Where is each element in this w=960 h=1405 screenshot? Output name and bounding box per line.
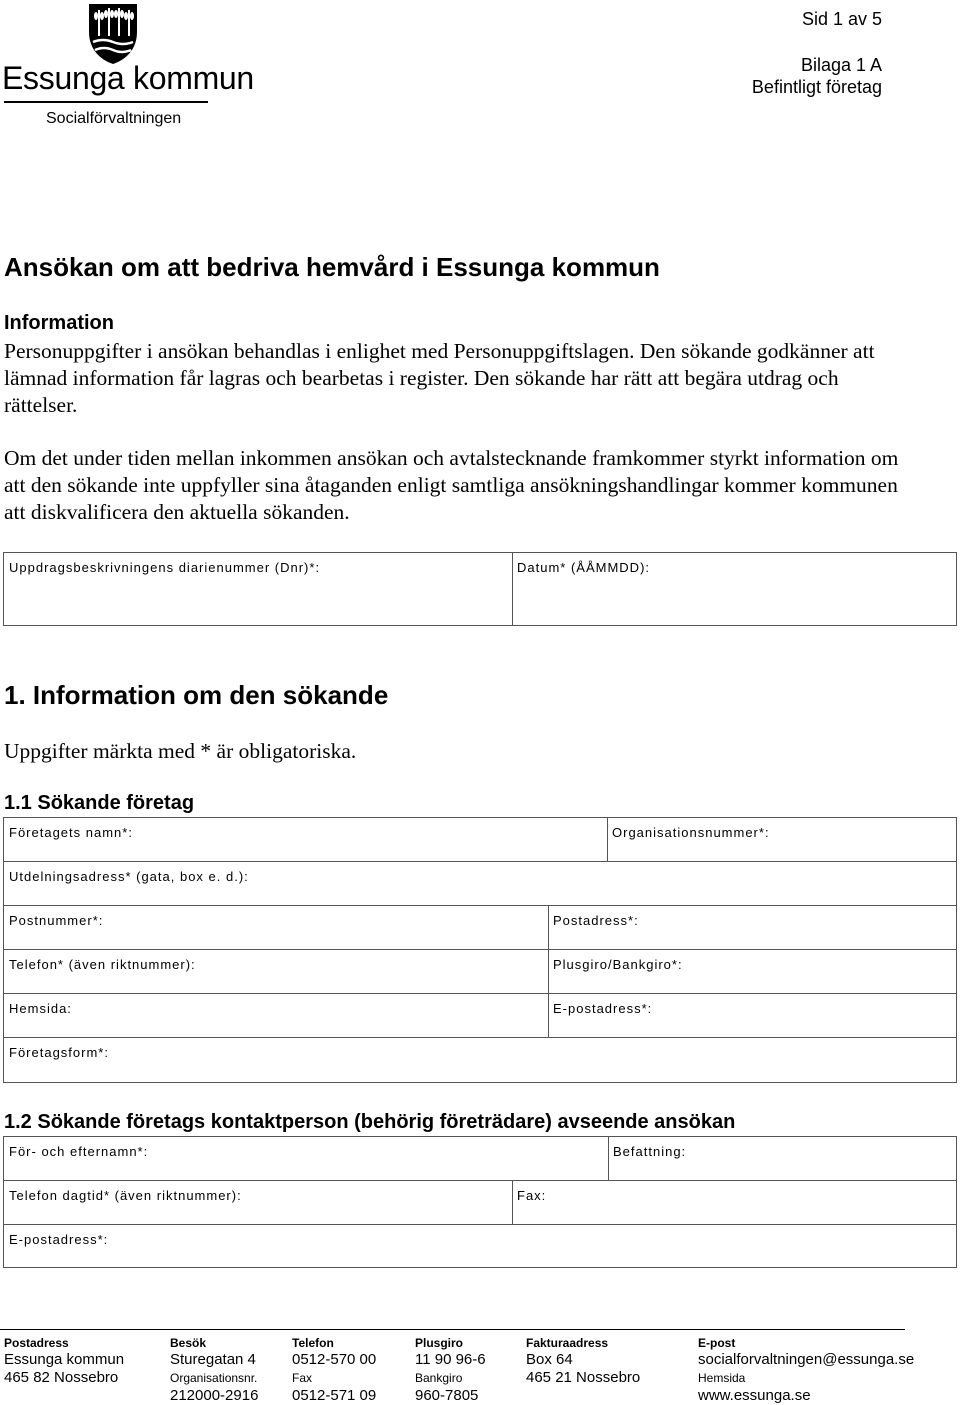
footer-hemsida-label: Hemsida xyxy=(698,1371,746,1385)
footer-bankgiro-value: 960-7805 xyxy=(415,1387,479,1404)
municipality-logo xyxy=(0,0,254,135)
footer-faktura-line1: Box 64 xyxy=(526,1351,573,1368)
website-field[interactable] xyxy=(4,994,548,1037)
footer-plusgiro-value: 11 90 96-6 xyxy=(415,1351,486,1368)
footer-plusgiro xyxy=(415,1335,486,1405)
address-label: Utdelningsadress* (gata, box e. d.): xyxy=(9,869,249,884)
logo-divider xyxy=(4,101,208,103)
company-table xyxy=(3,817,957,1083)
contact-position-label: Befattning: xyxy=(613,1144,687,1159)
date-field[interactable] xyxy=(512,553,956,625)
footer-email-link[interactable]: socialforvaltningen@essunga.se xyxy=(698,1351,915,1368)
phone-label: Telefon* (även riktnummer): xyxy=(9,957,196,972)
company-form-label: Företagsform*: xyxy=(9,1045,109,1060)
address-field[interactable] xyxy=(4,862,956,905)
footer-besok-label: Besök xyxy=(170,1336,207,1350)
dnr-label: Uppdragsbeskrivningens diarienummer (Dnr)*: xyxy=(9,560,321,575)
footer-postadress-line2: 465 82 Nossebro xyxy=(4,1369,119,1386)
footer-besok xyxy=(170,1335,258,1405)
disqualification-text: Om det under tiden mellan inkommen ansökan och avtalstecknande framkommer styrkt information om att den sökande inte uppfyller sina åtaganden enligt samtliga ansökningshandlingar kommer kommunen att diskvalificera den aktuella sökanden. xyxy=(4,446,899,524)
contact-phone-label: Telefon dagtid* (även riktnummer): xyxy=(9,1188,242,1203)
footer-epost xyxy=(698,1335,914,1405)
contact-fax-label: Fax: xyxy=(517,1188,547,1203)
footer-website-link[interactable]: www.essunga.se xyxy=(698,1387,811,1404)
company-name-field[interactable] xyxy=(4,818,607,861)
footer-telefon-value: 0512-570 00 xyxy=(292,1351,377,1368)
contact-phone-field[interactable] xyxy=(4,1181,512,1224)
postcode-field[interactable] xyxy=(4,906,548,949)
footer-faktura xyxy=(526,1335,640,1387)
footer-fax-value: 0512-571 09 xyxy=(292,1387,377,1404)
footer-epost-label: E-post xyxy=(698,1336,736,1350)
contact-table xyxy=(3,1136,957,1268)
phone-field[interactable] xyxy=(4,950,548,993)
contact-position-field[interactable] xyxy=(608,1137,956,1180)
giro-label: Plusgiro/Bankgiro*: xyxy=(553,957,683,972)
contact-fax-field[interactable] xyxy=(512,1181,956,1224)
footer-plusgiro-label: Plusgiro xyxy=(415,1336,464,1350)
obligatory-note: Uppgifter märkta med * är obligatoriska. xyxy=(4,739,357,763)
page-title: Ansökan om att bedriva hemvård i Essunga kommun xyxy=(4,252,660,282)
dnr-field[interactable] xyxy=(4,553,512,625)
contact-name-field[interactable] xyxy=(4,1137,608,1180)
email-label: E-postadress*: xyxy=(553,1001,653,1016)
attachment-label xyxy=(752,54,882,98)
footer-telefon xyxy=(292,1335,376,1405)
org-number-label: Organisationsnummer*: xyxy=(612,825,770,840)
contact-email-field[interactable] xyxy=(4,1225,956,1267)
dnr-date-table xyxy=(3,552,957,626)
footer-postadress-line1: Essunga kommun xyxy=(4,1351,125,1368)
footer-orgnr-value: 212000-2916 xyxy=(170,1387,259,1404)
email-field[interactable] xyxy=(548,994,956,1037)
footer-divider xyxy=(0,1329,905,1330)
page-indicator: Sid 1 av 5 xyxy=(801,9,882,29)
footer-orgnr-label: Organisationsnr. xyxy=(170,1371,258,1385)
date-label: Datum* (ÅÅMMDD): xyxy=(517,560,651,575)
company-name-label: Företagets namn*: xyxy=(9,825,133,840)
org-number-field[interactable] xyxy=(607,818,956,861)
footer-besok-line1: Sturegatan 4 xyxy=(170,1351,256,1368)
footer-telefon-label: Telefon xyxy=(292,1336,334,1350)
section-1-heading: 1. Information om den sökande xyxy=(4,680,389,710)
contact-name-label: För- och efternamn*: xyxy=(9,1144,149,1159)
contact-email-label: E-postadress*: xyxy=(9,1232,109,1247)
information-text: Personuppgifter i ansökan behandlas i enlighet med Personuppgiftslagen. Den sökande godkänner att lämnad information får lagras och bearbetas i register. Den sökande har rätt att begära utdrag och rättelser. xyxy=(4,339,875,417)
giro-field[interactable] xyxy=(548,950,956,993)
company-form-field[interactable] xyxy=(4,1038,956,1082)
website-label: Hemsida: xyxy=(9,1001,72,1016)
section-1-1-heading: 1.1 Sökande företag xyxy=(4,792,195,814)
information-heading: Information xyxy=(4,312,114,334)
municipality-name: Essunga kommun xyxy=(2,60,254,96)
postal-town-label: Postadress*: xyxy=(553,913,639,928)
attachment-subtitle: Befintligt företag xyxy=(751,77,882,97)
footer-fax-label: Fax xyxy=(292,1371,313,1385)
section-1-2-heading: 1.2 Sökande företags kontaktperson (behörig företrädare) avseende ansökan xyxy=(4,1111,736,1133)
postal-town-field[interactable] xyxy=(548,906,956,949)
footer-faktura-line2: 465 21 Nossebro xyxy=(526,1369,641,1386)
department-name: Socialförvaltningen xyxy=(46,110,182,127)
footer-postadress-label: Postadress xyxy=(4,1336,69,1350)
footer-postadress xyxy=(4,1335,124,1387)
postcode-label: Postnummer*: xyxy=(9,913,104,928)
coat-of-arms-icon xyxy=(85,2,141,66)
footer-faktura-label: Fakturaadress xyxy=(526,1336,609,1350)
attachment-number: Bilaga 1 A xyxy=(800,55,882,75)
footer-bankgiro-label: Bankgiro xyxy=(415,1371,463,1385)
